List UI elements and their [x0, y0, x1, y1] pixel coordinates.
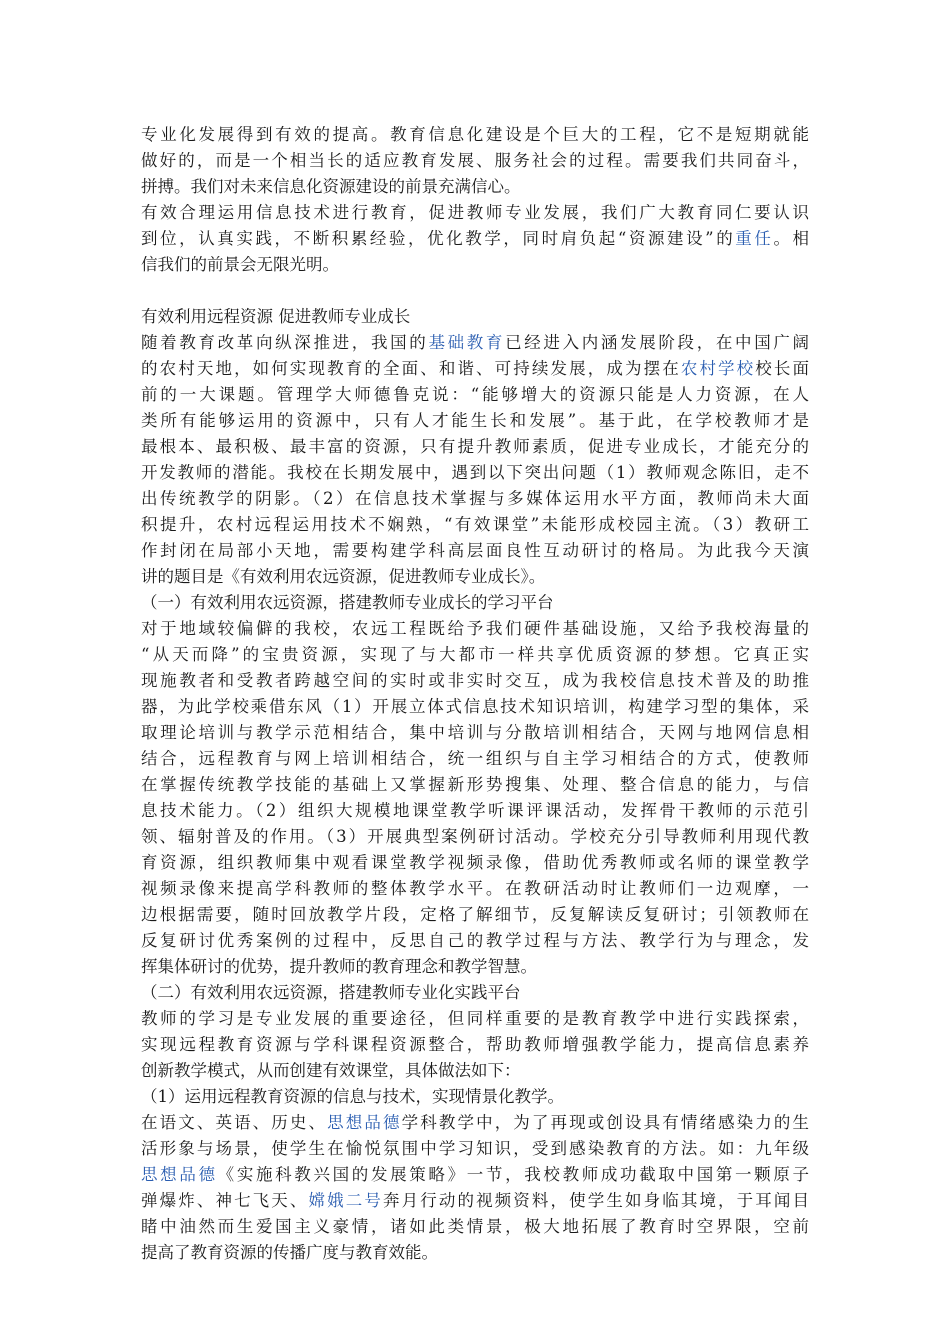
- text-line: [141, 876, 809, 902]
- text-line: [141, 668, 809, 694]
- hyperlink[interactable]: 重任: [735, 229, 774, 248]
- text-line: [141, 512, 809, 538]
- hyperlink[interactable]: 思想品德: [327, 1113, 402, 1132]
- text-segment: 息技术能力。（2）组织大规模地课堂教学听课评课活动，发挥骨干教师的示范引: [141, 801, 809, 820]
- text-segment: 创新教学模式，从而创建有效课堂，具体做法如下：: [141, 1061, 521, 1080]
- text-line: [141, 330, 809, 356]
- document-body: [141, 122, 809, 1266]
- text-segment: 前的一大课题。管理学大师德鲁克说：“能够增大的资源只能是人力资源，在人: [141, 385, 809, 404]
- text-segment: （二）有效利用农远资源，搭建教师专业化实践平台: [141, 983, 521, 1002]
- text-segment: 已经进入内涵发展阶段，在中国广阔: [505, 333, 809, 352]
- text-line: [141, 902, 809, 928]
- text-segment: 睹中油然而生爱国主义豪情，诸如此类情景，极大地拓展了教育时空界限，空前: [141, 1217, 809, 1236]
- text-segment: 在掌握传统教学技能的基础上又掌握新形势搜集、处理、整合信息的能力，与信: [141, 775, 809, 794]
- text-line: [141, 1214, 809, 1240]
- text-line: [141, 174, 809, 200]
- text-segment: 活形象与场景，使学生在愉悦氛围中学习知识，受到感染教育的方法。如：九年级: [141, 1139, 809, 1158]
- text-line: [141, 616, 809, 642]
- text-segment: 有效合理运用信息技术进行教育，促进教师专业发展，我们广大教育同仁要认识: [141, 203, 809, 222]
- text-line: [141, 200, 809, 226]
- text-segment: 。相: [773, 229, 809, 248]
- text-line: [141, 1006, 809, 1032]
- text-line: [141, 564, 809, 590]
- text-line: [141, 850, 809, 876]
- text-segment: （1）运用远程教育资源的信息与技术，实现情景化教学。: [141, 1087, 564, 1106]
- text-segment: 器，为此学校乘借东风（1）开展立体式信息技术知识培训，构建学习型的集体，采: [141, 697, 809, 716]
- text-segment: 做好的，而是一个相当长的适应教育发展、服务社会的过程。需要我们共同奋斗，: [141, 151, 809, 170]
- text-line: [141, 746, 809, 772]
- text-line: [141, 304, 809, 330]
- text-line: [141, 798, 809, 824]
- text-segment: “从天而降”的宝贵资源，实现了与大都市一样共享优质资源的梦想。它真正实: [141, 645, 809, 664]
- text-segment: 奔月行动的视频资料，使学生如身临其境，于耳闻目: [383, 1191, 809, 1210]
- text-segment: 视频录像来提高学科教师的整体教学水平。在教研活动时让教师们一边观摩，一: [141, 879, 809, 898]
- text-segment: 校长面: [755, 359, 809, 378]
- text-segment: 积提升，农村远程运用技术不娴熟，“有效课堂”未能形成校园主流。（3）教研工: [141, 515, 809, 534]
- text-line: [141, 1032, 809, 1058]
- text-segment: 作封闭在局部小天地，需要构建学科高层面良性互动研讨的格局。为此我今天演: [141, 541, 809, 560]
- text-segment: 边根据需要，随时回放教学片段，定格了解细节，反复解读反复研讨；引领教师在: [141, 905, 809, 924]
- text-line: [141, 1084, 809, 1110]
- text-line: [141, 1136, 809, 1162]
- text-line: [141, 590, 809, 616]
- text-line: [141, 694, 809, 720]
- hyperlink[interactable]: 基础教育: [428, 333, 506, 352]
- text-segment: 的农村天地，如何实现教育的全面、和谐、可持续发展，成为摆在: [141, 359, 681, 378]
- text-line: [141, 1058, 809, 1084]
- text-line: [141, 772, 809, 798]
- text-segment: 讲的题目是《有效利用农远资源，促进教师专业成长》。: [141, 567, 546, 586]
- text-line: [141, 226, 809, 252]
- text-line: [141, 1110, 809, 1136]
- text-segment: 拼搏。我们对未来信息化资源建设的前景充满信心。: [141, 177, 521, 196]
- text-segment: 提高了教育资源的传播广度与教育效能。: [141, 1243, 438, 1262]
- text-segment: 专业化发展得到有效的提高。教育信息化建设是个巨大的工程，它不是短期就能: [141, 125, 809, 144]
- text-segment: 信我们的前景会无限光明。: [141, 255, 339, 274]
- text-line: [141, 382, 809, 408]
- text-segment: 弹爆炸、神七飞天、: [141, 1191, 309, 1210]
- text-line: [141, 1188, 809, 1214]
- text-line: [141, 928, 809, 954]
- text-segment: 到位，认真实践，不断积累经验，优化教学，同时肩负起“资源建设”的: [141, 229, 736, 248]
- text-line: [141, 122, 809, 148]
- hyperlink[interactable]: 思想品德: [141, 1165, 218, 1184]
- text-segment: 挥集体研讨的优势，提升教师的教育理念和教学智慧。: [141, 957, 537, 976]
- text-segment: 随着教育改革向纵深推进，我国的: [141, 333, 429, 352]
- text-line: [141, 824, 809, 850]
- text-segment: 学科教学中，为了再现或创设具有情绪感染力的生: [401, 1113, 809, 1132]
- text-line: [141, 408, 809, 434]
- hyperlink[interactable]: 嫦娥二号: [308, 1191, 383, 1210]
- text-line: [141, 148, 809, 174]
- text-line: [141, 486, 809, 512]
- text-line: [141, 538, 809, 564]
- blank-line: [141, 278, 809, 304]
- text-segment: 育资源，组织教师集中观看课堂教学视频录像，借助优秀教师或名师的课堂教学: [141, 853, 809, 872]
- text-line: [141, 642, 809, 668]
- text-segment: 教师的学习是专业发展的重要途径，但同样重要的是教育教学中进行实践探索，: [141, 1009, 809, 1028]
- text-segment: 《实施科教兴国的发展策略》一节，我校教师成功截取中国第一颗原子: [217, 1165, 809, 1184]
- text-segment: 类所有能够运用的资源中，只有人才能生长和发展”。基于此，在学校教师才是: [141, 411, 809, 430]
- text-line: [141, 356, 809, 382]
- text-segment: 在语文、英语、历史、: [141, 1113, 328, 1132]
- text-line: [141, 980, 809, 1006]
- text-segment: 实现远程教育资源与学科课程资源整合，帮助教师增强教学能力，提高信息素养: [141, 1035, 809, 1054]
- text-segment: 领、辐射普及的作用。（3）开展典型案例研讨活动。学校充分引导教师利用现代教: [141, 827, 809, 846]
- text-line: [141, 720, 809, 746]
- hyperlink[interactable]: 农村学校: [680, 359, 756, 378]
- text-segment: 结合，远程教育与网上培训相结合，统一组织与自主学习相结合的方式，使教师: [141, 749, 809, 768]
- text-line: [141, 1240, 809, 1266]
- text-segment: 反复研讨优秀案例的过程中，反思自己的教学过程与方法、教学行为与理念，发: [141, 931, 809, 950]
- text-line: [141, 460, 809, 486]
- text-line: [141, 954, 809, 980]
- text-segment: 最根本、最积极、最丰富的资源，只有提升教师素质，促进专业成长，才能充分的: [141, 437, 809, 456]
- text-segment: （一）有效利用农远资源，搭建教师专业成长的学习平台: [141, 593, 554, 612]
- text-segment: 有效利用远程资源 促进教师专业成长: [141, 307, 411, 326]
- text-segment: 取理论培训与教学示范相结合，集中培训与分散培训相结合，天网与地网信息相: [141, 723, 809, 742]
- text-segment: 对于地域较偏僻的我校，农远工程既给予我们硬件基础设施，又给予我校海量的: [141, 619, 809, 638]
- text-segment: 开发教师的潜能。我校在长期发展中，遇到以下突出问题（1）教师观念陈旧，走不: [141, 463, 809, 482]
- text-line: [141, 1162, 809, 1188]
- text-segment: 出传统教学的阴影。（2）在信息技术掌握与多媒体运用水平方面，教师尚未大面: [141, 489, 809, 508]
- text-line: [141, 434, 809, 460]
- text-segment: 现施教者和受教者跨越空间的实时或非实时交互，成为我校信息技术普及的助推: [141, 671, 809, 690]
- text-line: [141, 252, 809, 278]
